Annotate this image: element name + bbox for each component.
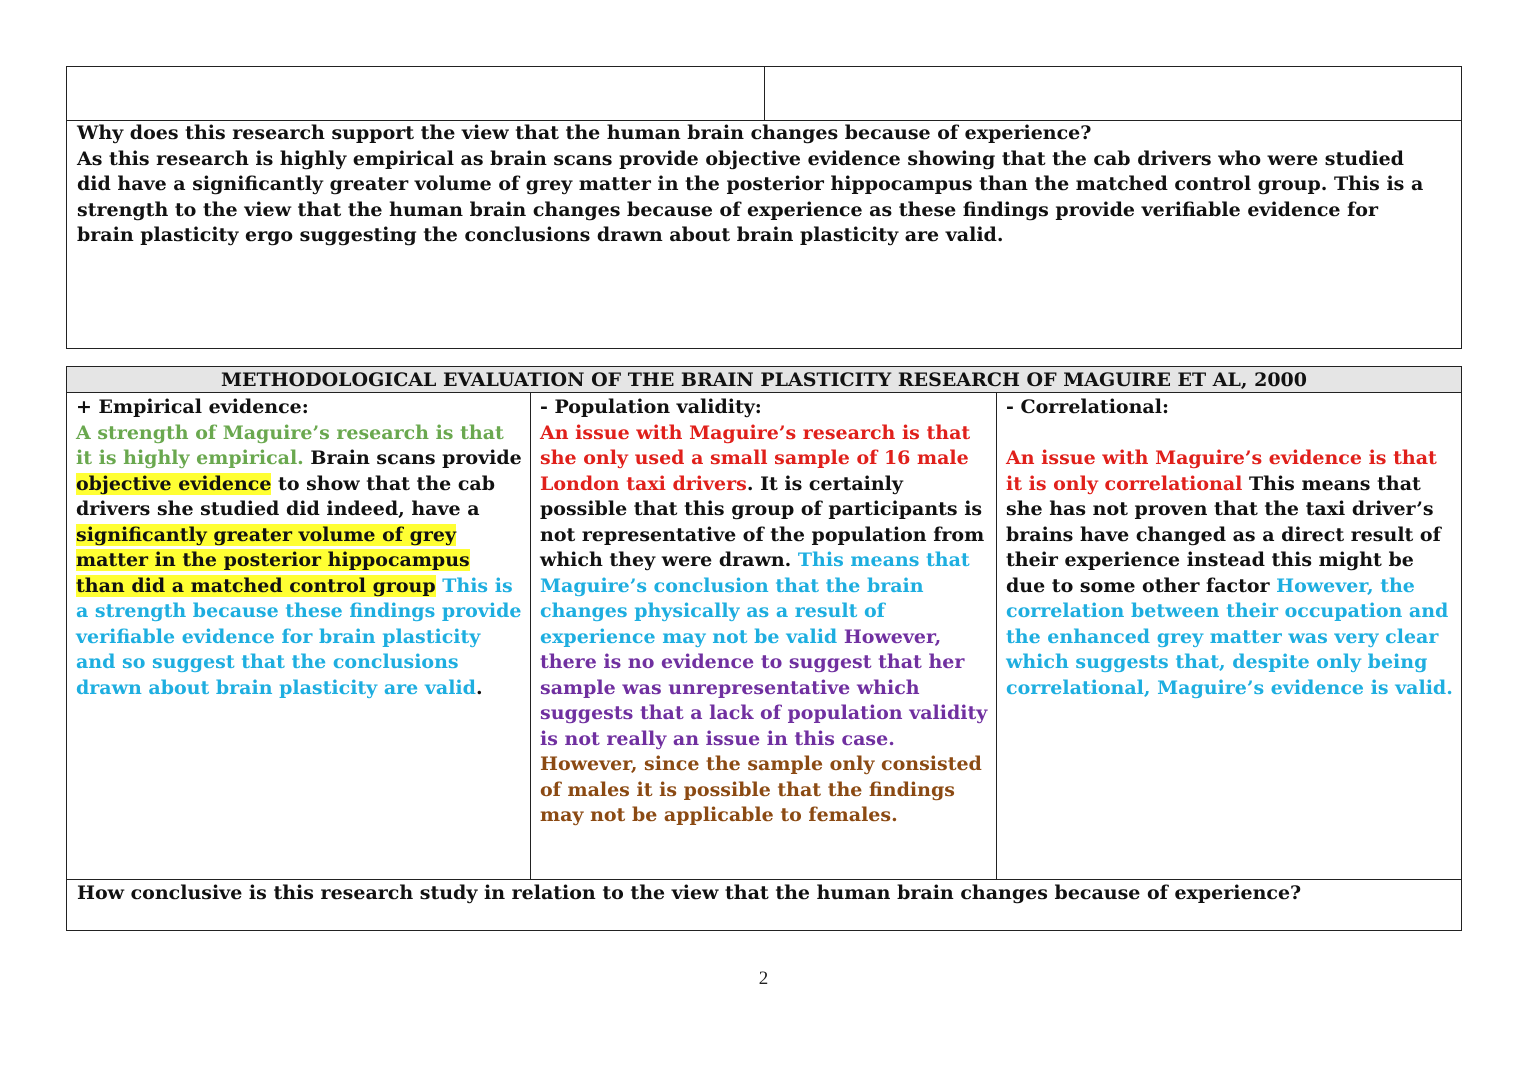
population-validity-column	[531, 393, 997, 879]
top-empty-row	[67, 67, 1461, 121]
further-counterpoint-text: However, since the sample only consisted of males it is possible that the findings may not be applicable to females.	[540, 753, 982, 826]
support-answer: As this research is highly empirical as brain scans provide objective evidence showing that the cab drivers who were studied did have a significantly greater volume of grey matter in the posterior hippocampus than the matched control group. This is a strength to the view that the human brain changes because of experience as these findings provide verifiable evidence for brain plasticity ergo suggesting the conclusions drawn about brain plasticity are valid.	[77, 147, 1424, 247]
explanation-text: This means that Maguire’s conclusion that the brain changes physically as a result of experience may not be valid	[540, 549, 970, 648]
strength-point: A strength of Maguire’s research is that it is highly empirical.	[76, 421, 504, 469]
column-body	[76, 421, 522, 702]
column-spacer	[1006, 421, 1453, 447]
highlighted-text: objective evidence	[76, 472, 272, 495]
evidence-text: . It is certainly possible that this group of participants is not representative of the population from which they were drawn.	[540, 472, 985, 571]
period: .	[475, 676, 483, 699]
column-heading: + Empirical evidence:	[76, 396, 309, 418]
column-heading: - Correlational:	[1006, 396, 1169, 418]
evidence-text: to show that the cab drivers she studied did indeed, have a	[76, 472, 496, 520]
explanation-text: This is a strength because these findings provide verifiable evidence for brain plasticity and so suggest that the conclusions drawn about brain plasticity are valid	[76, 574, 522, 699]
evaluation-table	[66, 366, 1462, 931]
support-question: Why does this research support the view that the human brain changes because of experience?	[77, 122, 1092, 144]
page-number: 2	[758, 968, 769, 989]
counterpoint-text: However, the correlation between their occupation and the enhanced grey matter was very clear which suggests that, despite only being correlational, Maguire’s evidence is valid.	[1006, 574, 1453, 699]
conclusive-question: How conclusive is this research study in relation to the view that the human brain changes because of experience?	[67, 879, 1461, 930]
correlational-column	[997, 393, 1461, 879]
evidence-text: This means that she has not proven that the taxi driver’s brains have changed as a direct result of their experience instead this might be due to some other factor	[1006, 472, 1441, 597]
evidence-text: Brain scans provide	[303, 447, 522, 469]
issue-point: An issue with Maguire’s research is that she only used a small sample of 16 male London taxi drivers	[540, 421, 971, 495]
counterpoint-text: However, there is no evidence to suggest that her sample was unrepresentative which suggests that a lack of population validity is not really an issue in this case.	[540, 625, 988, 750]
column-body	[1006, 446, 1453, 701]
top-answer-cell	[77, 121, 1441, 249]
column-body	[540, 421, 988, 829]
evaluation-title: METHODOLOGICAL EVALUATION OF THE BRAIN PLASTICITY RESEARCH OF MAGUIRE ET AL, 2000	[67, 367, 1461, 393]
highlighted-text: significantly greater volume of grey matter in the posterior hippocampus than did a matched control group	[76, 523, 470, 597]
top-table	[66, 66, 1462, 349]
issue-point: An issue with Maguire’s evidence is that it is only correlational	[1006, 447, 1437, 495]
column-heading: - Population validity:	[540, 396, 762, 418]
top-row-divider	[764, 67, 765, 120]
empirical-evidence-column	[67, 393, 531, 879]
